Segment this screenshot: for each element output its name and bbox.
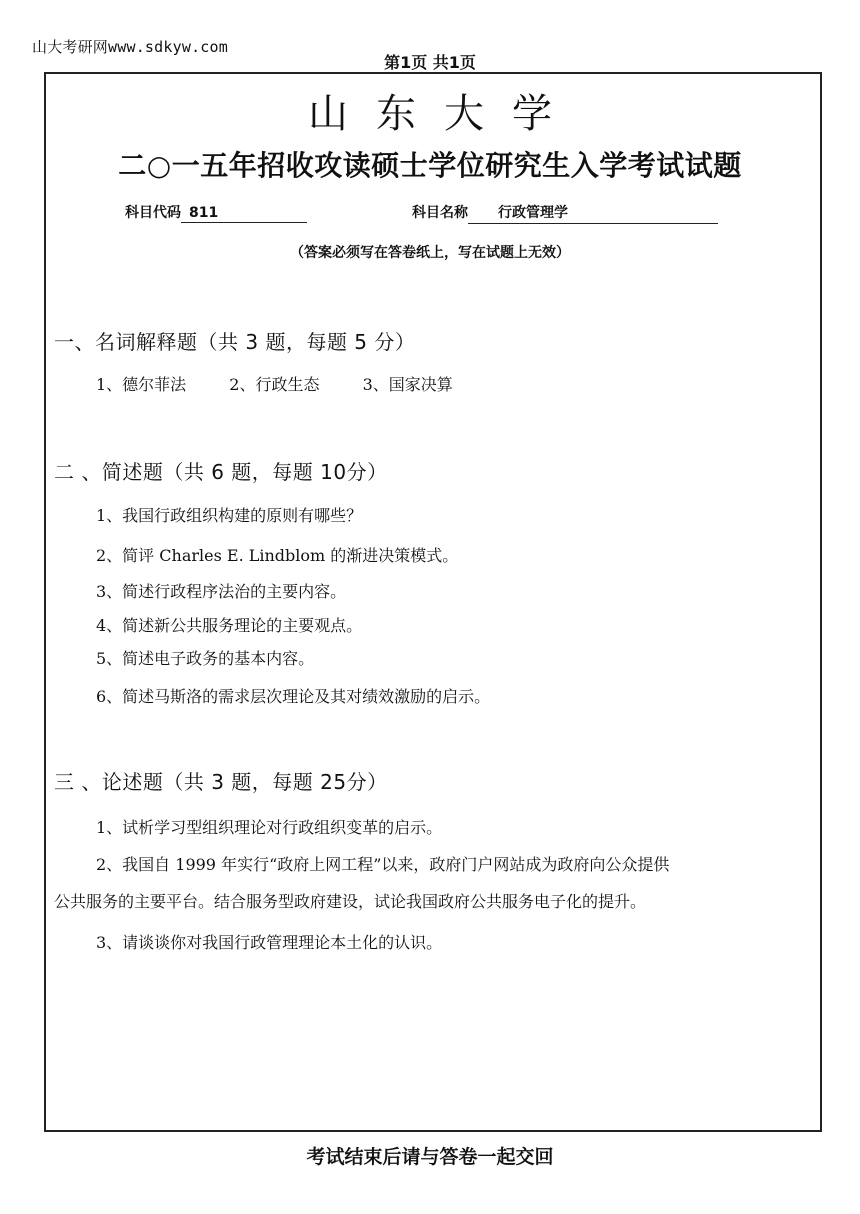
exam-frame [44, 72, 822, 1132]
subject-name [412, 202, 718, 224]
subject-code-value: 811 [181, 205, 307, 223]
footer-note: 考试结束后请与答卷一起交回 [306, 1146, 554, 1168]
section-heading-2: 二 、简述题（共 6 题，每题 10分） [54, 460, 388, 484]
subject-code-label: 科目代码 [125, 205, 181, 221]
question-item: 5、简述电子政务的基本内容。 [96, 649, 315, 668]
question-item: 3、简述行政程序法治的主要内容。 [96, 582, 347, 601]
term-item: 2、行政生态 [229, 375, 320, 394]
term-item: 3、国家决算 [362, 375, 453, 394]
subject-code [125, 202, 307, 223]
exam-title: 二○一五年招收攻读硕士学位研究生入学考试试题 [118, 149, 742, 182]
page-number: 第1页 共1页 [384, 53, 476, 72]
term-list [96, 372, 491, 395]
question-item: 3、请谈谈你对我国行政管理理论本土化的认识。 [96, 933, 443, 952]
question-item: 4、简述新公共服务理论的主要观点。 [96, 616, 363, 635]
watermark-text: 山大考研网www.sdkyw.com [32, 38, 229, 56]
question-item: 6、简述马斯洛的需求层次理论及其对绩效激励的启示。 [96, 687, 491, 706]
university-name: 山东大学 [308, 91, 580, 137]
question-item: 2、简评 Charles E. Lindblom 的渐进决策模式。 [96, 546, 459, 565]
section-heading-3: 三 、论述题（共 3 题，每题 25分） [54, 770, 388, 794]
question-item: 1、试析学习型组织理论对行政组织变革的启示。 [96, 818, 443, 837]
question-item: 2、我国自 1999 年实行“政府上网工程”以来，政府门户网站成为政府向公众提供 [96, 855, 670, 874]
question-item: 1、我国行政组织构建的原则有哪些？ [96, 506, 363, 525]
section-heading-1: 一、名词解释题（共 3 题，每题 5 分） [54, 330, 416, 354]
question-item-continuation: 公共服务的主要平台。结合服务型政府建设，试论我国政府公共服务电子化的提升。 [54, 892, 647, 911]
term-item: 1、德尔菲法 [96, 375, 187, 394]
answer-notice: （答案必须写在答卷纸上，写在试题上无效） [290, 245, 570, 261]
subject-name-value: 行政管理学 [468, 202, 718, 224]
subject-name-label: 科目名称 [412, 205, 468, 221]
